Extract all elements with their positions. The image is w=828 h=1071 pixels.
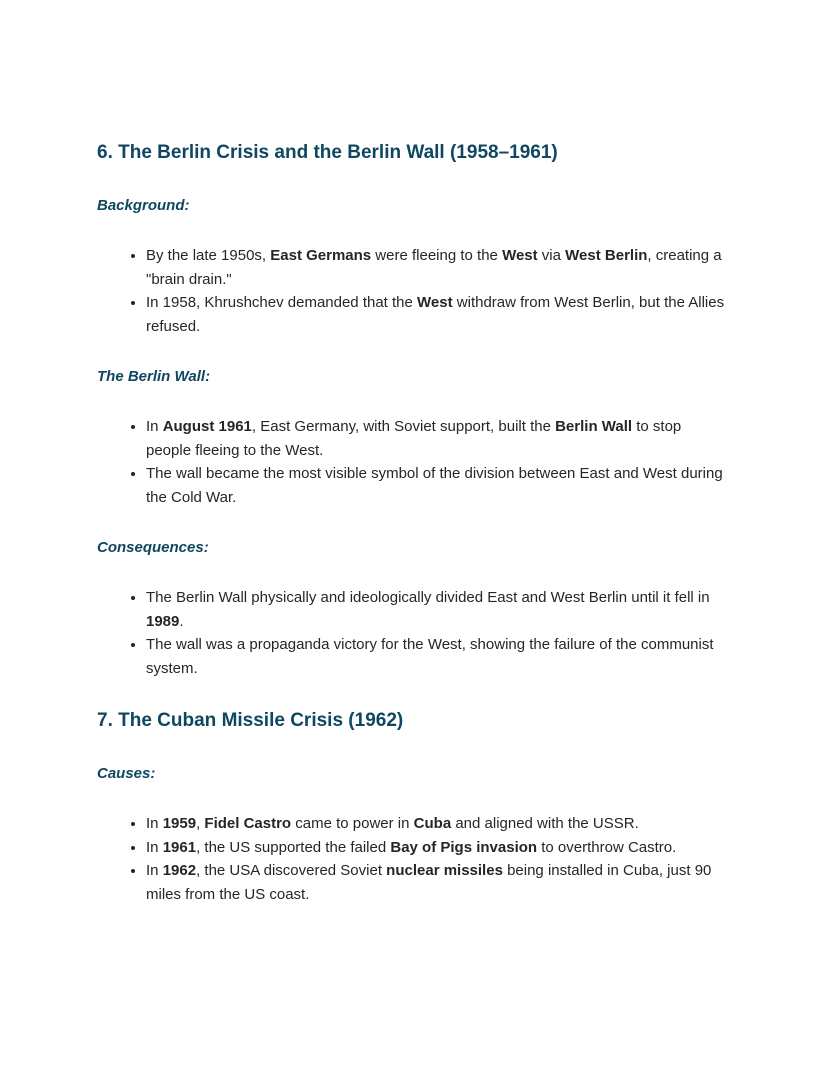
bullet-list	[97, 812, 728, 906]
bullet-item	[146, 586, 728, 633]
bold-text-run: 1989	[146, 612, 180, 630]
bold-text-run: 1962	[162, 862, 197, 879]
text-run: ,	[196, 815, 205, 832]
bullet-list	[97, 415, 728, 509]
bold-text-run: East Germans	[270, 247, 372, 264]
bullet-item	[146, 244, 728, 291]
subsection-heading: Causes:	[97, 765, 156, 782]
text-run: , creating a "brain drain."	[146, 247, 722, 288]
bold-text-run: Berlin Wall	[555, 418, 633, 435]
section-cuban-missile-crisis	[97, 709, 728, 906]
bullet-item	[146, 415, 728, 462]
bold-text-run: Cuba	[413, 815, 452, 832]
subsection-heading: Consequences:	[97, 539, 209, 556]
document-sections	[97, 141, 728, 906]
bold-text-run: Fidel Castro	[204, 815, 292, 832]
text-run: The wall became the most visible symbol of the division between East and West during the Cold War.	[146, 465, 723, 506]
text-run: In 1958, Khrushchev demanded that the	[146, 294, 418, 311]
text-run: The Berlin Wall physically and ideologically divided East and West Berlin until it fell in	[146, 589, 710, 606]
bold-text-run: 1959	[162, 815, 197, 832]
section-berlin-crisis	[97, 141, 728, 680]
text-run: In	[146, 815, 163, 832]
bold-text-run: 1961	[162, 838, 197, 856]
bold-text-run: West Berlin	[565, 247, 648, 264]
text-run: By the late 1950s,	[146, 247, 271, 264]
text-run: , the USA discovered Soviet	[196, 862, 387, 879]
text-run: , the US supported the failed	[196, 838, 391, 856]
text-run: withdraw from West Berlin, but the Allies refused.	[146, 294, 725, 335]
text-run: to overthrow Castro.	[537, 838, 677, 856]
bullet-item	[146, 859, 728, 906]
subsection-heading: The Berlin Wall:	[97, 368, 211, 385]
text-run: via	[537, 247, 566, 264]
text-run: and aligned with the USSR.	[451, 815, 639, 832]
bold-text-run: Bay of Pigs invasion	[390, 838, 538, 856]
text-run: In	[146, 418, 163, 435]
text-run: .	[179, 612, 184, 630]
section-heading: 7. The Cuban Missile Crisis (1962)	[97, 710, 404, 731]
bullet-list	[97, 244, 728, 338]
bullet-item	[146, 462, 728, 509]
section-heading: 6. The Berlin Crisis and the Berlin Wall (1958–1961)	[97, 142, 558, 163]
text-run: In	[146, 838, 163, 856]
bullet-item	[146, 836, 728, 860]
bold-text-run: nuclear missiles	[386, 862, 503, 879]
bullet-item	[146, 291, 728, 338]
text-run: The wall was a propaganda victory for the West, showing the failure of the communist system.	[146, 636, 714, 677]
bullet-item	[146, 812, 728, 836]
text-run: being installed in Cuba, just 90 miles from the US coast.	[146, 862, 712, 903]
bold-text-run: August 1961	[162, 418, 252, 435]
bullet-list	[97, 586, 728, 680]
bold-text-run: West	[502, 247, 538, 264]
text-run: came to power in	[291, 815, 414, 832]
text-run: In	[146, 862, 163, 879]
bullet-item	[146, 633, 728, 680]
text-run: , East Germany, with Soviet support, built the	[251, 418, 556, 435]
subsection-heading: Background:	[97, 197, 190, 214]
text-run: were fleeing to the	[371, 247, 503, 264]
text-run: to stop people fleeing to the West.	[146, 418, 682, 459]
bold-text-run: West	[417, 294, 453, 311]
